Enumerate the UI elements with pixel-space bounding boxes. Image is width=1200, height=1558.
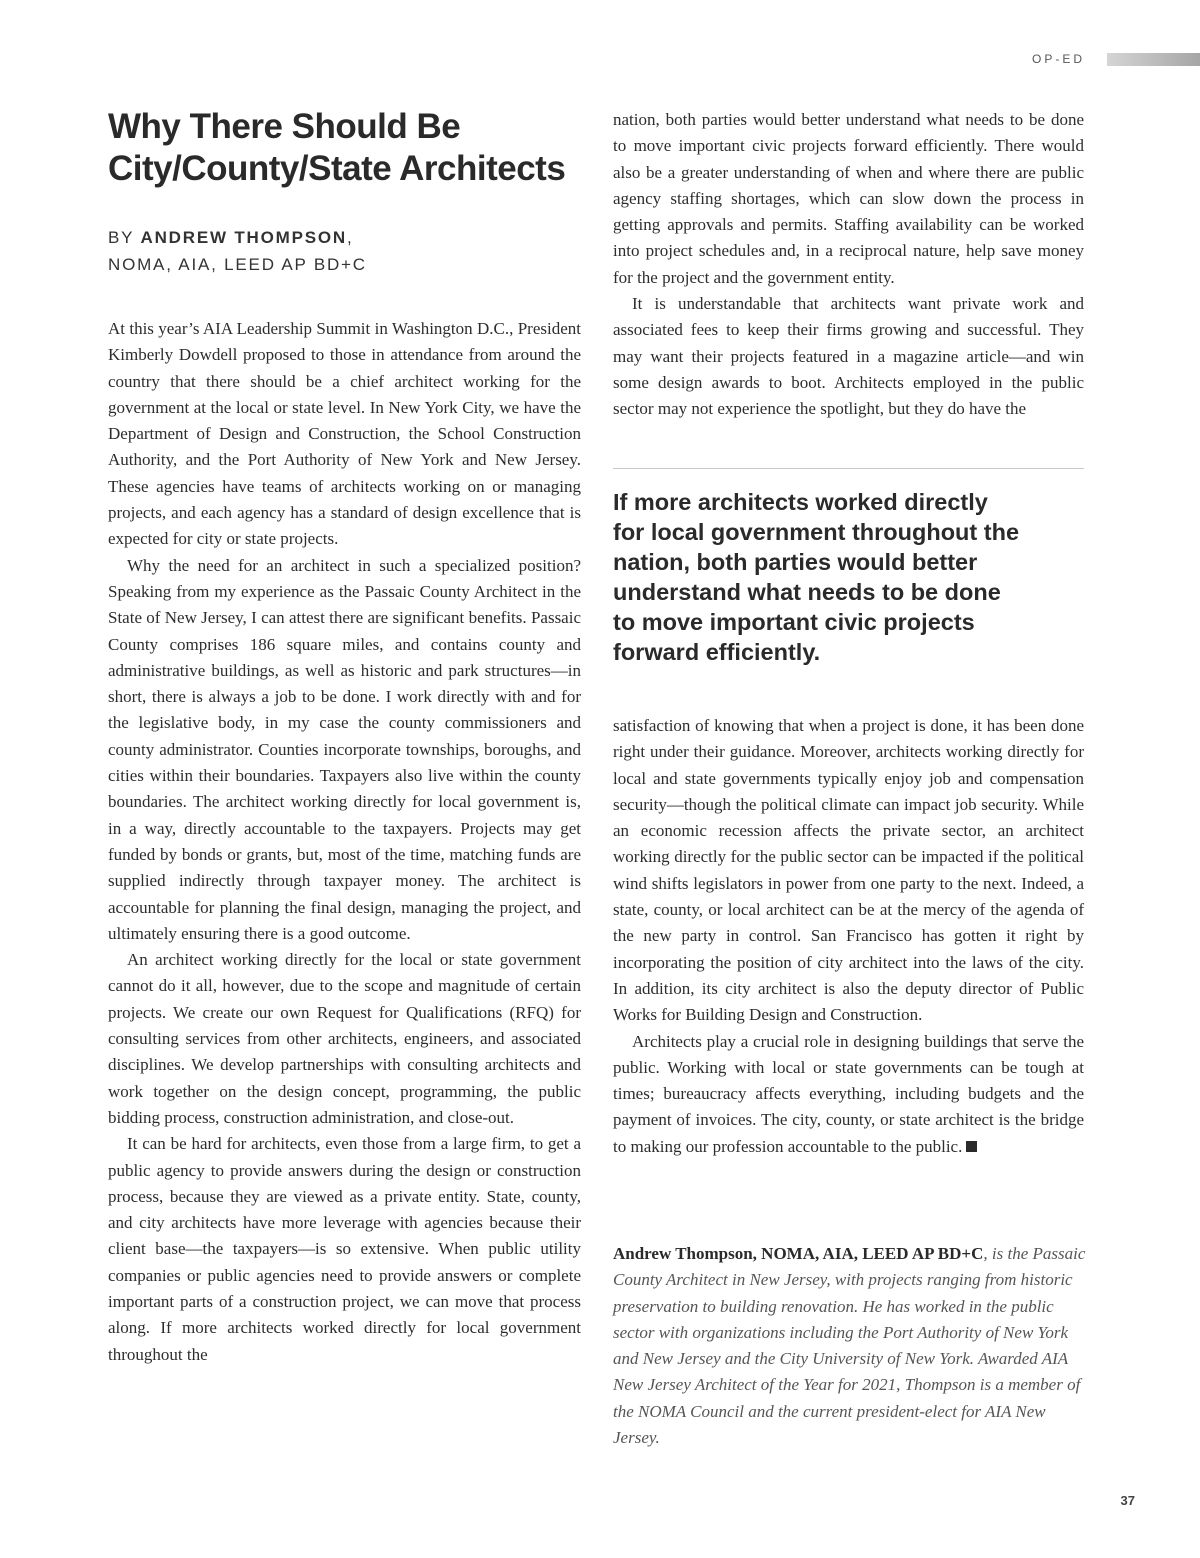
column-right-bottom — [613, 713, 1084, 1160]
bio-name: Andrew Thompson, NOMA, AIA, LEED AP BD+C — [613, 1244, 984, 1263]
article-title: Why There Should Be City/County/State Architects — [108, 107, 566, 188]
byline-author-line — [108, 224, 578, 251]
paragraph: At this year’s AIA Leadership Summit in Washington D.C., President Kimberly Dowdell proposed to those in attendance from around the country that there should be a chief architect working for the government at the local or state level. In New York City, we have the Department of Design and Construction, the School Construction Authority, and the Port Authority of New York and New Jersey. These agencies have teams of architects working on or managing projects, and each agency has a standard of design excellence that is expected for city or state projects. — [108, 319, 581, 549]
column-right-top — [613, 107, 1084, 423]
section-bar — [1107, 53, 1200, 66]
pullquote-divider — [613, 468, 1084, 469]
author-name: ANDREW THOMPSON — [140, 228, 347, 247]
final-paragraph-text: Architects play a crucial role in designing buildings that serve the public. Working with local or state governments can be tough at times; bureaucracy affects everything, including budgets and the payment of invoices. The city, county, or state architect is the bridge to making our profession accountable to the public. — [613, 1031, 1084, 1156]
byline-comma: , — [346, 228, 354, 247]
bio-text: , is the Passaic County Architect in New Jersey, with projects ranging from historic preservation to building renovation. He has worked in the public sector with organizations including the Port Authority of New York and New Jersey and the City University of New York. Awarded AIA New Jersey Architect of the Year for 2021, Thompson is a member of the NOMA Council and the current president-elect for AIA New Jersey. — [613, 1244, 1086, 1448]
section-label: OP-ED — [1031, 52, 1085, 66]
page-number: 37 — [1120, 1493, 1135, 1508]
author-bio — [613, 1241, 1088, 1451]
paragraph: It is understandable that architects want private work and associated fees to keep their firms growing and successful. They may want their projects featured in a magazine article—and win some design awards to boot. Architects employed in the public sector may not experience the spotlight, but they do have the — [613, 294, 1084, 419]
column-left — [108, 316, 581, 1368]
paragraph: An architect working directly for the local or state government cannot do it all, however, due to the scope and magnitude of certain projects. We create our own Request for Qualifications (RFQ) for consulting services from other architects, engineers, and associated disciplines. We develop partnerships with consulting architects and work together on the design concept, programming, the public bidding process, construction administration, and close-out. — [108, 950, 581, 1127]
paragraph: It can be hard for architects, even those from a large firm, to get a public agency to provide answers during the design or construction process, because they are viewed as a private entity. State, county, and city architects have more leverage with agencies because their client base—the taxpayers—is so extensive. When public utility companies or public agencies need to provide answers or complete important parts of a construction project, we can move that process along. If more architects worked directly for local government throughout the — [108, 1134, 581, 1364]
paragraph — [613, 1029, 1084, 1160]
pull-quote: If more architects worked directly for local government throughout the nation, both parties would better understand what needs to be done to move important civic projects forward efficiently. — [613, 489, 1020, 665]
paragraph: satisfaction of knowing that when a project is done, it has been done right under their guidance. Moreover, architects working directly for local and state governments typically enjoy job and compensation security—though the political climate can impact job security. While an economic recession affects the private sector, an architect working directly for the public sector can be impacted if the political wind shifts legislators in power from one party to the next. Indeed, a state, county, or local architect can be at the mercy of the agenda of the new party in control. San Francisco has gotten it right by incorporating the position of city architect into the laws of the city. In addition, its city architect is also the deputy director of Public Works for Building Design and Construction. — [613, 716, 1084, 1025]
paragraph: Why the need for an architect in such a specialized position? Speaking from my experience as the Passaic County Architect in the State of New Jersey, I can attest there are significant benefits. Passaic County comprises 186 square miles, and contains county and administrative buildings, as well as historic and park structures—in short, there is always a job to be done. I work directly with and for the legislative body, in my case the county commissioners and county administrator. Counties incorporate townships, boroughs, and cities within their boundaries. Taxpayers also live within the county boundaries. The architect working directly for local government is, in a way, directly accountable to the taxpayers. Projects may get funded by bonds or grants, but, most of the time, matching funds are supplied indirectly through taxpayer money. The architect is accountable for planning the final design, managing the project, and ultimately ensuring there is a good outcome. — [108, 555, 581, 943]
byline — [108, 224, 578, 278]
author-credentials: NOMA, AIA, LEED AP BD+C — [108, 255, 367, 274]
end-mark-icon — [966, 1141, 977, 1152]
paragraph: nation, both parties would better understand what needs to be done to move important civic projects forward efficiently. There would also be a greater understanding of when and where there are public agency staffing shortages, which can slow down the process in getting approvals and permits. Staffing availability can be worked into project schedules and, in a reciprocal nature, help save money for the project and the government entity. — [613, 110, 1084, 287]
byline-prefix: BY — [108, 228, 134, 247]
